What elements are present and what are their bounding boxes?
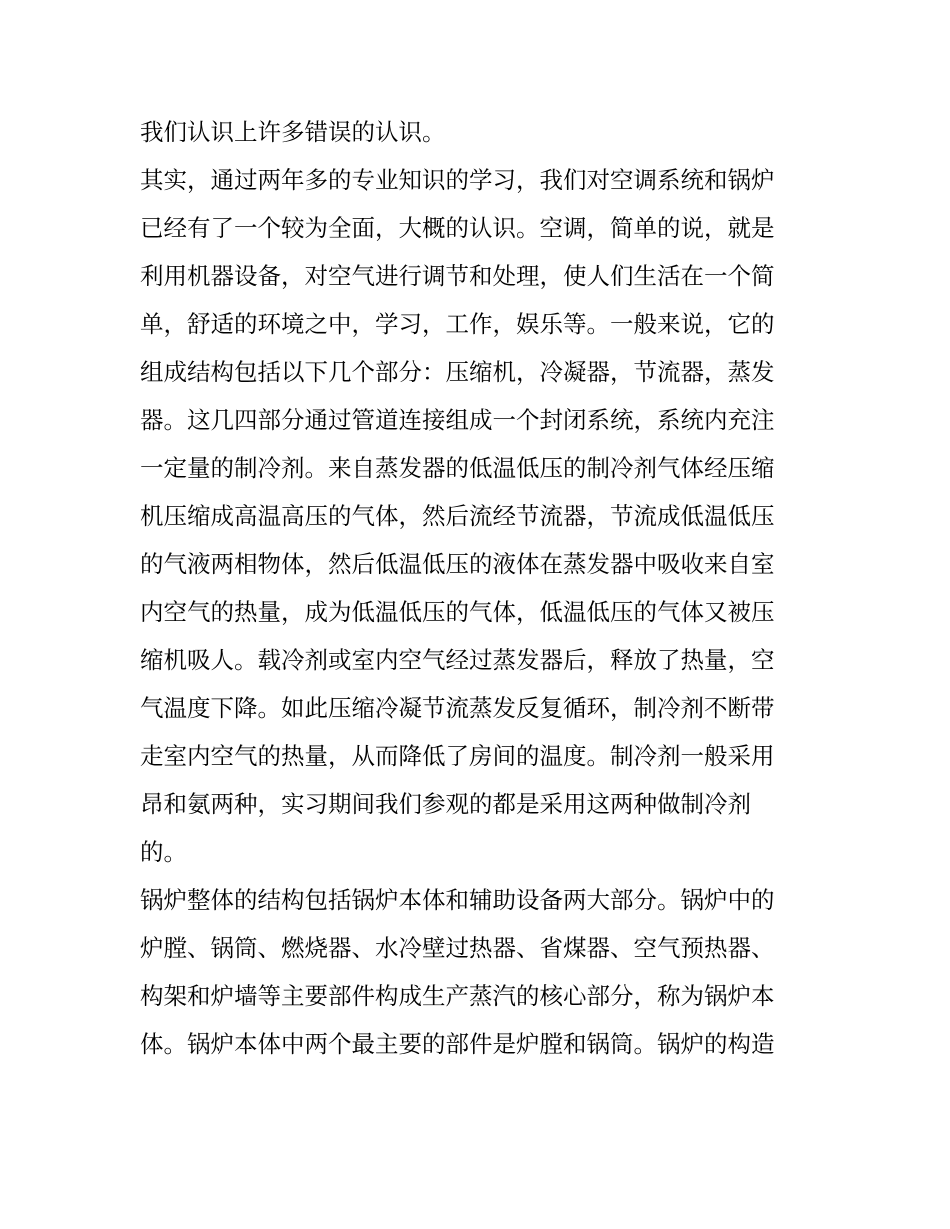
text-line: 单，舒适的环境之中，学习，工作，娱乐等。一般来说，它的 [140, 310, 775, 338]
text-line: 我们认识上许多错误的认识。 [140, 118, 446, 146]
text-line: 锅炉整体的结构包括锅炉本体和辅助设备两大部分。锅炉中的 [140, 886, 775, 914]
text-line: 缩机吸人。载冷剂或室内空气经过蒸发器后，释放了热量，空 [140, 646, 775, 674]
text-line: 走室内空气的热量，从而降低了房间的温度。制冷剂一般采用 [140, 742, 775, 770]
text-line: 组成结构包括以下几个部分：压缩机，冷凝器，节流器，蒸发 [140, 358, 775, 386]
text-line: 内空气的热量，成为低温低压的气体，低温低压的气体又被压 [140, 598, 775, 626]
text-line: 机压缩成高温高压的气体，然后流经节流器，节流成低温低压 [140, 502, 775, 530]
text-line: 的气液两相物体，然后低温低压的液体在蒸发器中吸收来自室 [140, 550, 775, 578]
text-line: 其实，通过两年多的专业知识的学习，我们对空调系统和锅炉 [140, 166, 775, 194]
text-line: 已经有了一个较为全面，大概的认识。空调，简单的说，就是 [140, 214, 775, 242]
text-line: 昂和氨两种，实习期间我们参观的都是采用这两种做制冷剂 [140, 790, 751, 818]
text-line: 炉膛、锅筒、燃烧器、水冷壁过热器、省煤器、空气预热器、 [140, 934, 775, 962]
text-line: 气温度下降。如此压缩冷凝节流蒸发反复循环，制冷剂不断带 [140, 694, 775, 722]
text-line: 构架和炉墙等主要部件构成生产蒸汽的核心部分，称为锅炉本 [140, 982, 775, 1010]
text-line: 体。锅炉本体中两个最主要的部件是炉膛和锅筒。锅炉的构造 [140, 1030, 775, 1058]
text-line: 一定量的制冷剂。来自蒸发器的低温低压的制冷剂气体经压缩 [140, 454, 775, 482]
text-line: 的。 [140, 838, 187, 866]
body-text [140, 108, 820, 1068]
text-line: 器。这几四部分通过管道连接组成一个封闭系统，系统内充注 [140, 406, 775, 434]
text-line: 利用机器设备，对空气进行调节和处理，使人们生活在一个简 [140, 262, 775, 290]
